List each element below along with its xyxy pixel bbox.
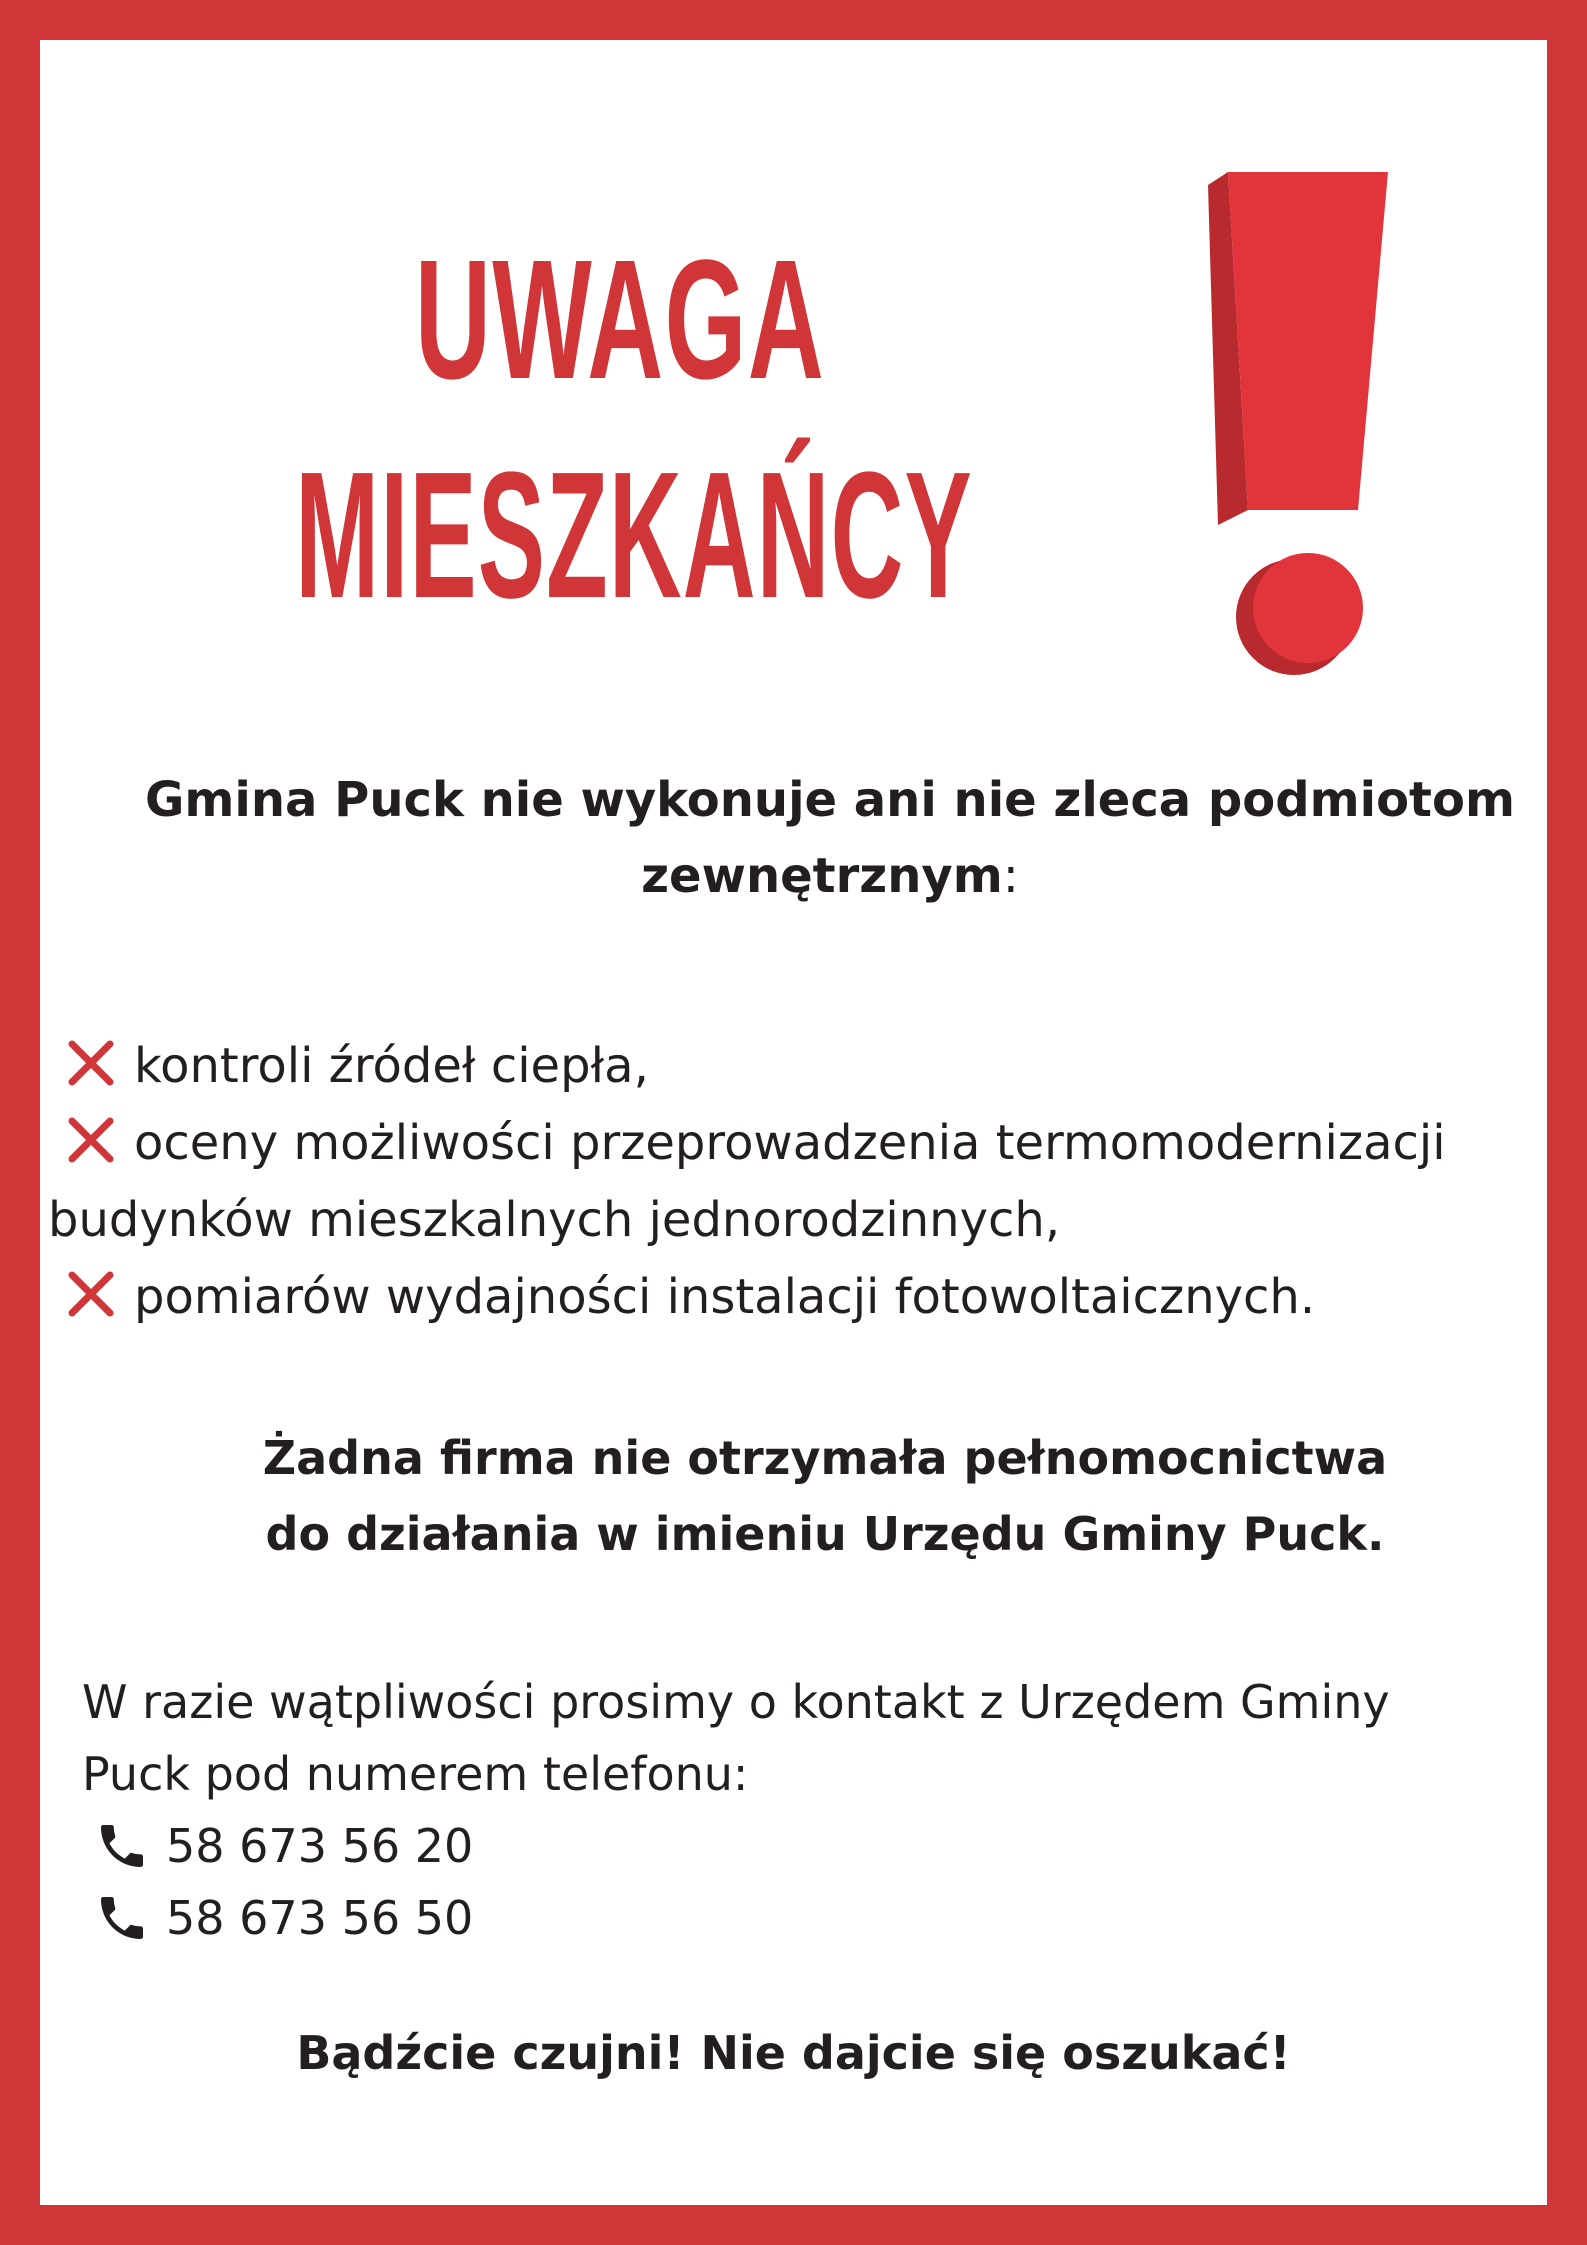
list-item [48, 1105, 1538, 1259]
red-x-icon [64, 1113, 118, 1167]
poster [40, 40, 1547, 2205]
list-item [48, 1259, 1538, 1336]
list-item-text: oceny możliwości przeprowadzenia termomodernizacji budynków mieszkalnych jednorodzinnych, [48, 1115, 1446, 1248]
contact-intro: W razie wątpliwości prosimy o kontakt z Urzędem Gminy Puck pod numerem telefonu: [82, 1675, 1390, 1801]
warning-line: do działania w imieniu Urzędu Gminy Puck. [265, 1507, 1385, 1561]
not-performed-list [48, 1028, 1538, 1336]
intro-statement [100, 762, 1560, 914]
closing-appeal: Bądźcie czujni! Nie dajcie się oszukać! [296, 2026, 1291, 2080]
red-x-icon [64, 1036, 118, 1090]
headline-mieszkancy: MIESZKAŃCY [295, 435, 973, 636]
phone-number: 58 673 56 20 [166, 1819, 474, 1873]
phone-number: 58 673 56 50 [166, 1891, 474, 1945]
list-item [48, 1028, 1538, 1105]
list-item-text: kontroli źródeł ciepła, [134, 1038, 649, 1094]
exclamation-icon [1208, 150, 1438, 690]
phone-icon [94, 1890, 150, 1946]
contact-section [82, 1666, 1502, 1954]
phone-number-row [82, 1882, 1502, 1954]
intro-colon: : [1002, 848, 1019, 904]
phone-number-row [82, 1810, 1502, 1882]
red-x-icon [64, 1267, 118, 1321]
intro-text: Gmina Puck nie wykonuje ani nie zleca podmiotom zewnętrznym [145, 772, 1515, 904]
warning-line: Żadna firma nie otrzymała pełnomocnictwa [262, 1431, 1388, 1485]
phone-icon [94, 1818, 150, 1874]
no-authorization-warning [40, 1420, 1587, 1572]
list-item-text: pomiarów wydajności instalacji fotowoltaicznych. [134, 1269, 1316, 1325]
headline-uwaga: UWAGA [414, 225, 826, 415]
